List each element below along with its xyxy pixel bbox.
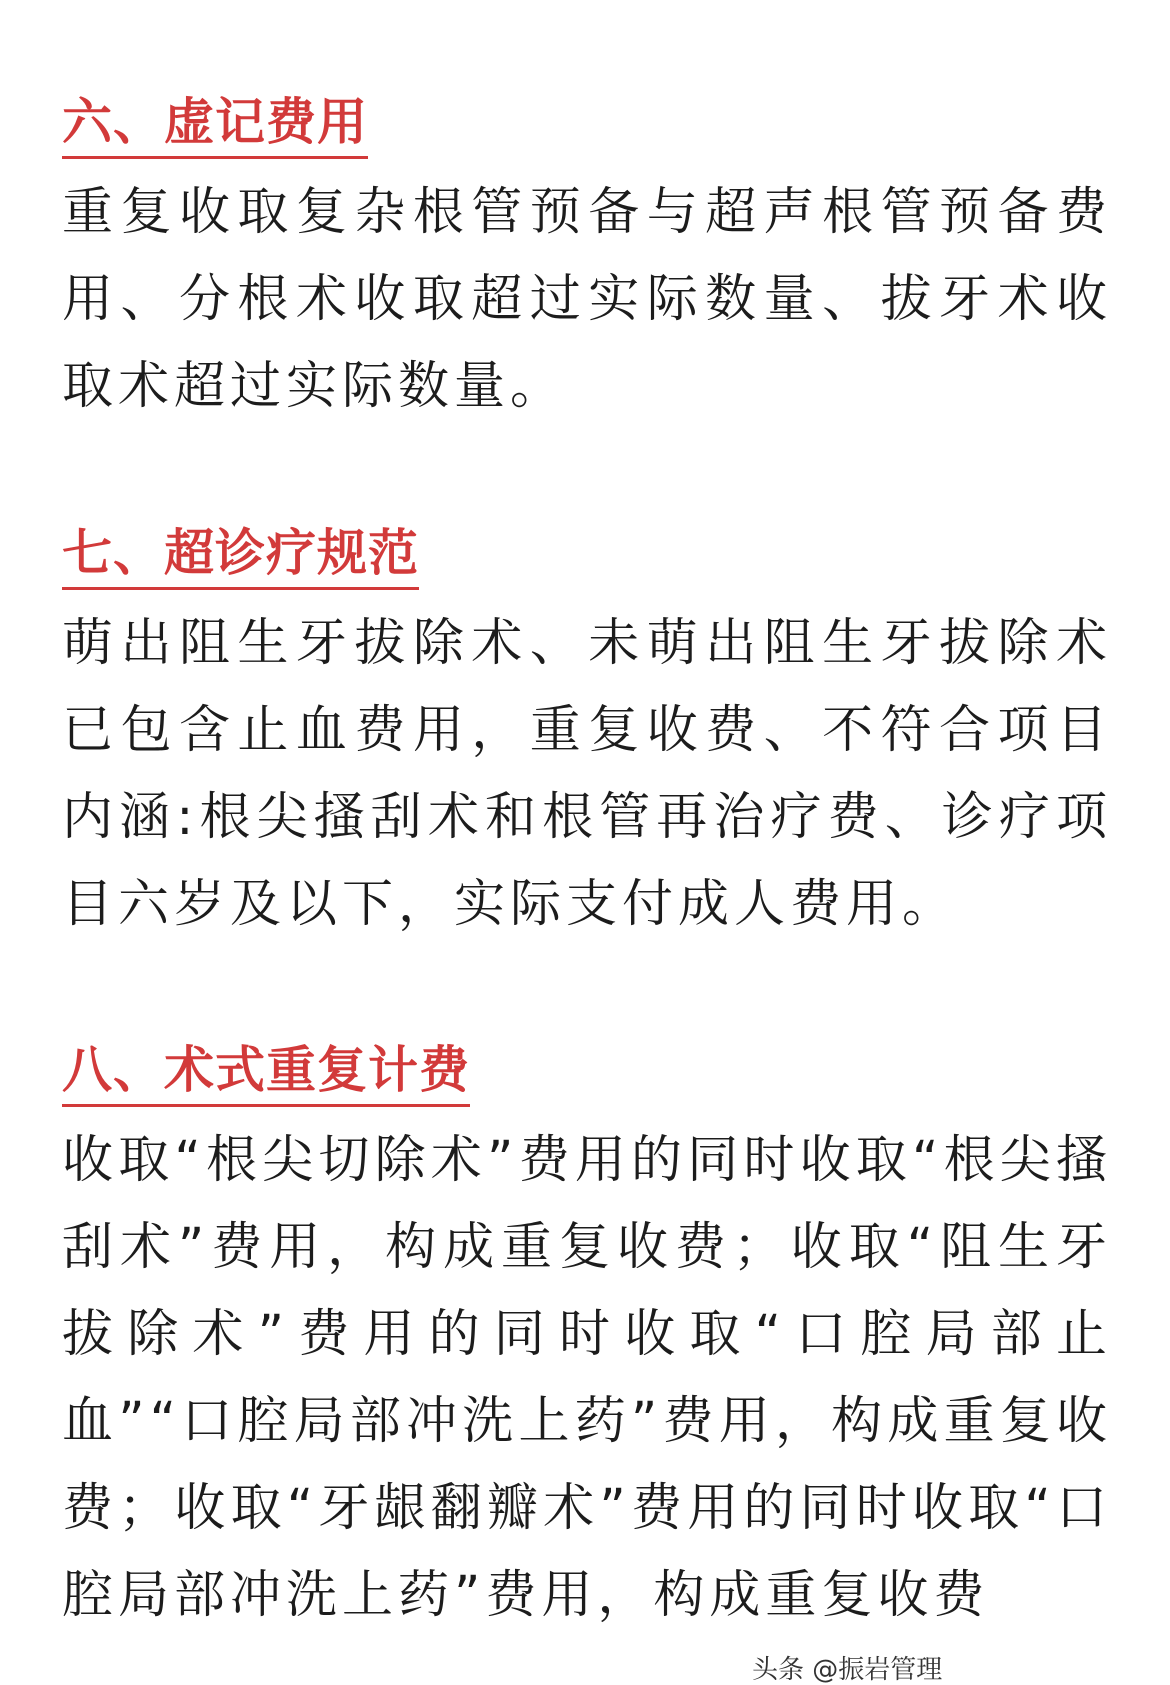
section-heading: 六、虚记费用 [62,92,368,159]
section-body: 重复收取复杂根管预备与超声根管预备费用、分根术收取超过实际数量、拔牙术收取术超过实际数量。 [62,183,1112,416]
source-watermark: 头条 @振岩管理 [752,1655,943,1685]
section-8 [62,1040,1112,1639]
section-6 [62,92,1112,430]
section-heading: 八、术式重复计费 [62,1040,470,1107]
section-7 [62,523,1112,948]
section-body: 萌出阻生牙拔除术、未萌出阻生牙拔除术已包含止血费用，重复收费、不符合项目内涵:根尖搔刮术和根管再治疗费、诊疗项目六岁及以下，实际支付成人费用。 [62,614,1112,934]
section-body: 收取“根尖切除术”费用的同时收取“根尖搔刮术”费用，构成重复收费；收取“阻生牙拔除术”费用的同时收取“口腔局部止血”“口腔局部冲洗上药”费用，构成重复收费；收取“牙龈翻瓣术”费用的同时收取“口腔局部冲洗上药”费用，构成重复收费 [62,1131,1112,1625]
section-heading: 七、超诊疗规范 [62,523,419,590]
